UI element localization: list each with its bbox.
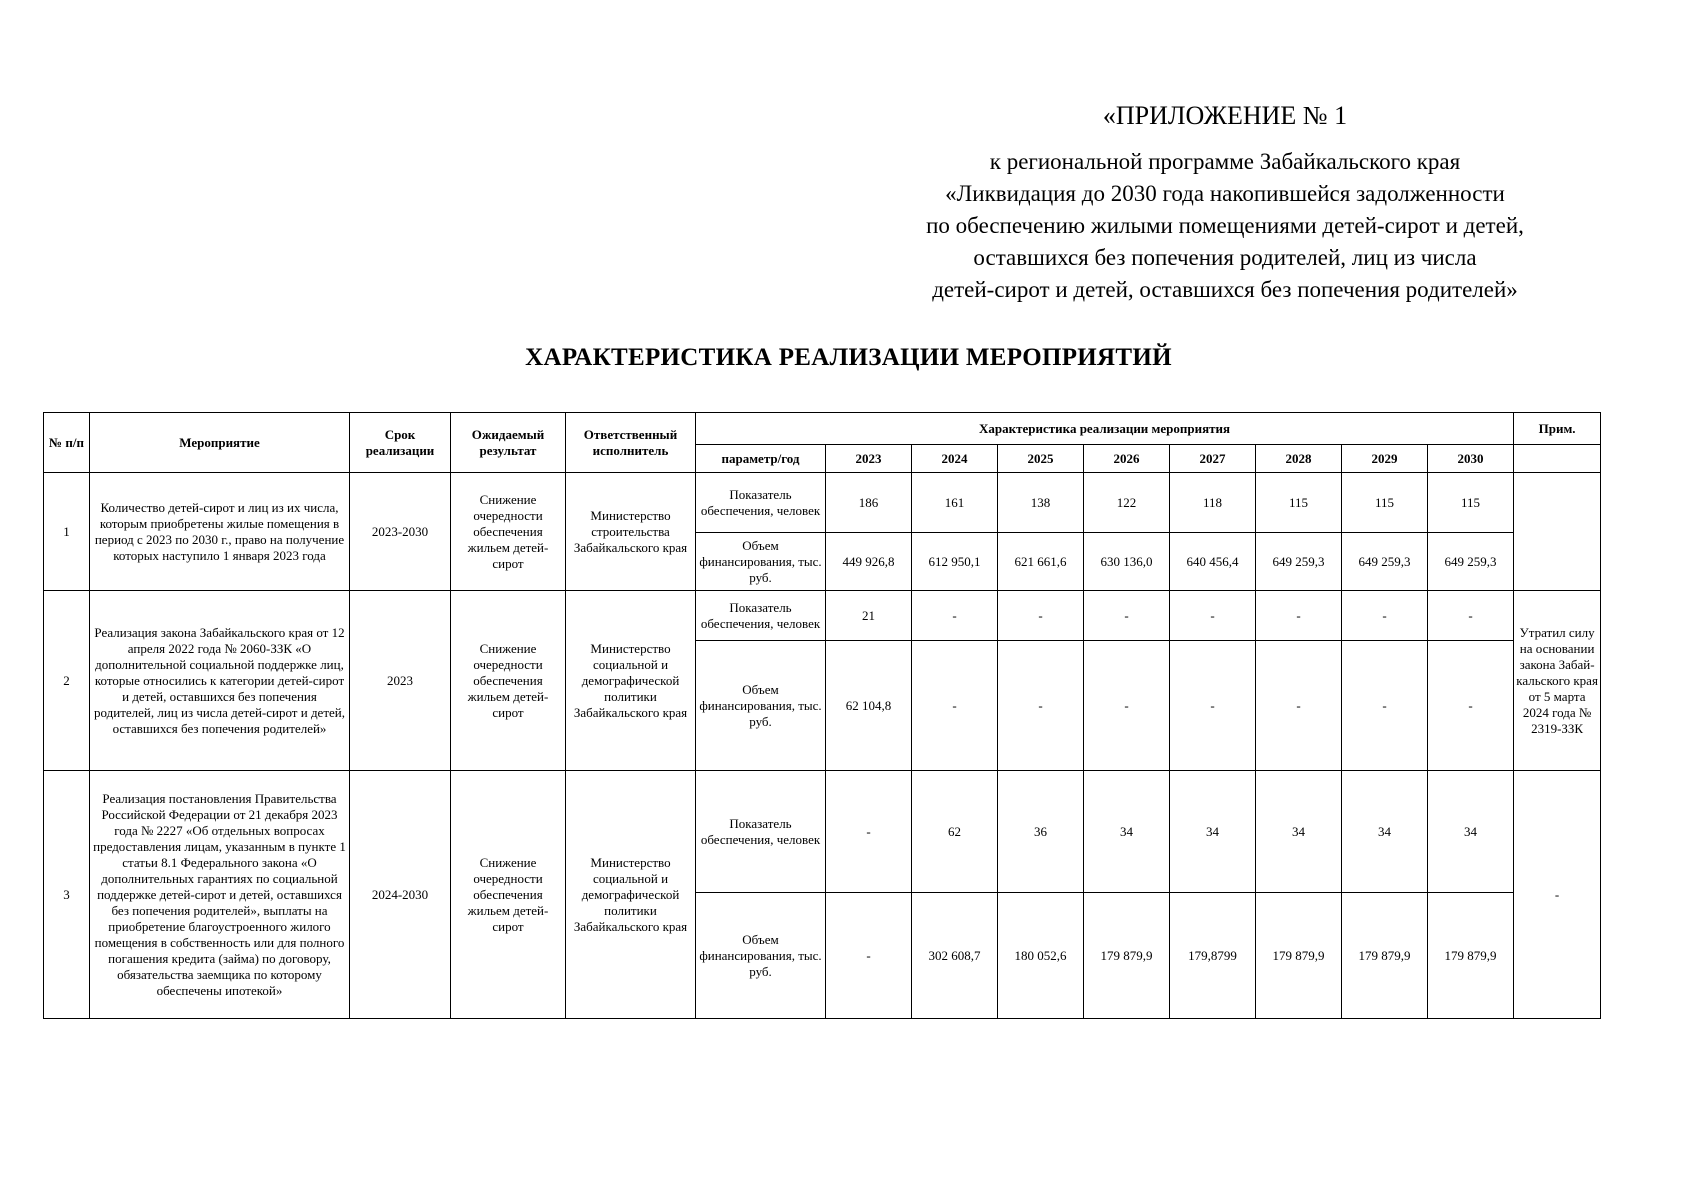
param-value: 180 052,6 (998, 893, 1084, 1019)
row-num: 2 (44, 591, 90, 771)
param-value: - (912, 591, 998, 641)
param-value: - (998, 641, 1084, 771)
appendix-title: «ПРИЛОЖЕНИЕ № 1 (1102, 101, 1348, 130)
param-value: 62 (912, 771, 998, 893)
param-value: 186 (826, 473, 912, 533)
row-term: 2023-2030 (350, 473, 451, 591)
param-value: 179 879,9 (1428, 893, 1514, 1019)
header-year: 2023 (826, 445, 912, 473)
param-value: 630 136,0 (1084, 533, 1170, 591)
param-value: 34 (1170, 771, 1256, 893)
row-num: 1 (44, 473, 90, 591)
param-value: 34 (1342, 771, 1428, 893)
header-term: Срок реализации (350, 413, 451, 473)
param-value: 118 (1170, 473, 1256, 533)
param-value: 649 259,3 (1428, 533, 1514, 591)
appendix-line: оставшихся без попечения родителей, лиц из числа (973, 245, 1477, 270)
row-term: 2023 (350, 591, 451, 771)
header-result: Ожидаемый результат (451, 413, 566, 473)
row-activity: Реализация закона Забайкальского края от 12 апреля 2022 года № 2060-ЗЗК «О дополнительной социальной поддержке лиц, которые относились к категории детей-сирот и детей, оставшихся без попечения родителей, лиц из числа детей-сирот и детей, оставшихся без попечения родителей» (90, 591, 350, 771)
param-value: 115 (1256, 473, 1342, 533)
header-year: 2026 (1084, 445, 1170, 473)
param-value: 179 879,9 (1256, 893, 1342, 1019)
header-year: 2028 (1256, 445, 1342, 473)
appendix-line: к региональной программе Забайкальского края (989, 149, 1461, 174)
row-note (1514, 473, 1601, 591)
table-row (44, 473, 1601, 533)
row-executor: Министерство социальной и демографической политики Забайкальского края (566, 591, 696, 771)
param-value: 449 926,8 (826, 533, 912, 591)
header-note: Прим. (1514, 413, 1601, 445)
param-value: 34 (1256, 771, 1342, 893)
param-value: 621 661,6 (998, 533, 1084, 591)
row-executor: Министерство строительства Забайкальского края (566, 473, 696, 591)
param-value: - (1084, 641, 1170, 771)
param-value: 649 259,3 (1256, 533, 1342, 591)
header-executor: Ответственный исполнитель (566, 413, 696, 473)
param-value: - (826, 771, 912, 893)
param-value: - (912, 641, 998, 771)
header-year: 2027 (1170, 445, 1256, 473)
appendix-header (850, 100, 1600, 306)
param-value: 612 950,1 (912, 533, 998, 591)
param-label: Объем финансирования, тыс. руб. (696, 893, 826, 1019)
param-value: - (998, 591, 1084, 641)
row-result: Снижение очередности обеспечения жильем детей-сирот (451, 771, 566, 1019)
param-label: Показатель обеспечения, человек (696, 473, 826, 533)
header-note-blank (1514, 445, 1601, 473)
param-value: 34 (1428, 771, 1514, 893)
activities-table (43, 412, 1601, 1019)
appendix-line: по обеспечению жилыми помещениями детей-сирот и детей, (926, 213, 1524, 238)
param-value: 34 (1084, 771, 1170, 893)
param-label: Показатель обеспечения, человек (696, 591, 826, 641)
row-activity: Количество детей-сирот и лиц из их числа, которым приобретены жилые помещения в период с 2023 по 2030 г., право на получение которых наступило 1 января 2023 года (90, 473, 350, 591)
row-result: Снижение очередности обеспечения жильем детей-сирот (451, 473, 566, 591)
header-characteristic: Характеристика реализации мероприятия (696, 413, 1514, 445)
param-value: 36 (998, 771, 1084, 893)
param-value: - (1342, 591, 1428, 641)
param-value: 21 (826, 591, 912, 641)
param-label: Объем финансирования, тыс. руб. (696, 533, 826, 591)
header-year: 2025 (998, 445, 1084, 473)
row-num: 3 (44, 771, 90, 1019)
param-value: 179 879,9 (1084, 893, 1170, 1019)
row-term: 2024-2030 (350, 771, 451, 1019)
header-num: № п/п (44, 413, 90, 473)
row-note: Утратил силу на основании закона Забай-кальского края от 5 марта 2024 года № 2319-ЗЗК (1514, 591, 1601, 771)
param-value: 115 (1428, 473, 1514, 533)
header-param: параметр/год (696, 445, 826, 473)
header-activity: Мероприятие (90, 413, 350, 473)
table-row (44, 591, 1601, 641)
param-value: 649 259,3 (1342, 533, 1428, 591)
row-activity: Реализация постановления Правительства Российской Федерации от 21 декабря 2023 года № 2227 «Об отдельных вопросах предоставления лицам, указанным в пункте 1 статьи 8.1 Федерального закона «О дополнительных гарантиях по социальной поддержке детей-сирот и детей, оставшихся без попечения родителей», выплаты на приобретение благоустроенного жилого помещения в собственность или для полного погашения кредита (займа) по договору, обязательства заемщика по которому обеспечены ипотекой» (90, 771, 350, 1019)
param-value: - (1256, 591, 1342, 641)
param-label: Показатель обеспечения, человек (696, 771, 826, 893)
header-year: 2029 (1342, 445, 1428, 473)
param-value: - (1428, 591, 1514, 641)
param-value: - (1342, 641, 1428, 771)
param-value: 302 608,7 (912, 893, 998, 1019)
param-value: - (1256, 641, 1342, 771)
param-value: 179 879,9 (1342, 893, 1428, 1019)
table-row (44, 771, 1601, 893)
param-value: - (1428, 641, 1514, 771)
appendix-line: «Ликвидация до 2030 года накопившейся задолженности (945, 181, 1505, 206)
param-value: 640 456,4 (1170, 533, 1256, 591)
row-result: Снижение очередности обеспечения жильем детей-сирот (451, 591, 566, 771)
row-note: - (1514, 771, 1601, 1019)
param-value: 62 104,8 (826, 641, 912, 771)
param-value: 138 (998, 473, 1084, 533)
header-year: 2024 (912, 445, 998, 473)
header-year: 2030 (1428, 445, 1514, 473)
param-value: 122 (1084, 473, 1170, 533)
param-value: - (1170, 641, 1256, 771)
page-title: ХАРАКТЕРИСТИКА РЕАЛИЗАЦИИ МЕРОПРИЯТИЙ (525, 344, 1172, 371)
param-value: - (826, 893, 912, 1019)
param-value: 161 (912, 473, 998, 533)
param-value: - (1170, 591, 1256, 641)
param-value: 115 (1342, 473, 1428, 533)
param-value: - (1084, 591, 1170, 641)
param-value: 179,8799 (1170, 893, 1256, 1019)
appendix-line: детей-сирот и детей, оставшихся без попечения родителей» (932, 277, 1518, 302)
param-label: Объем финансирования, тыс. руб. (696, 641, 826, 771)
row-executor: Министерство социальной и демографической политики Забайкальского края (566, 771, 696, 1019)
